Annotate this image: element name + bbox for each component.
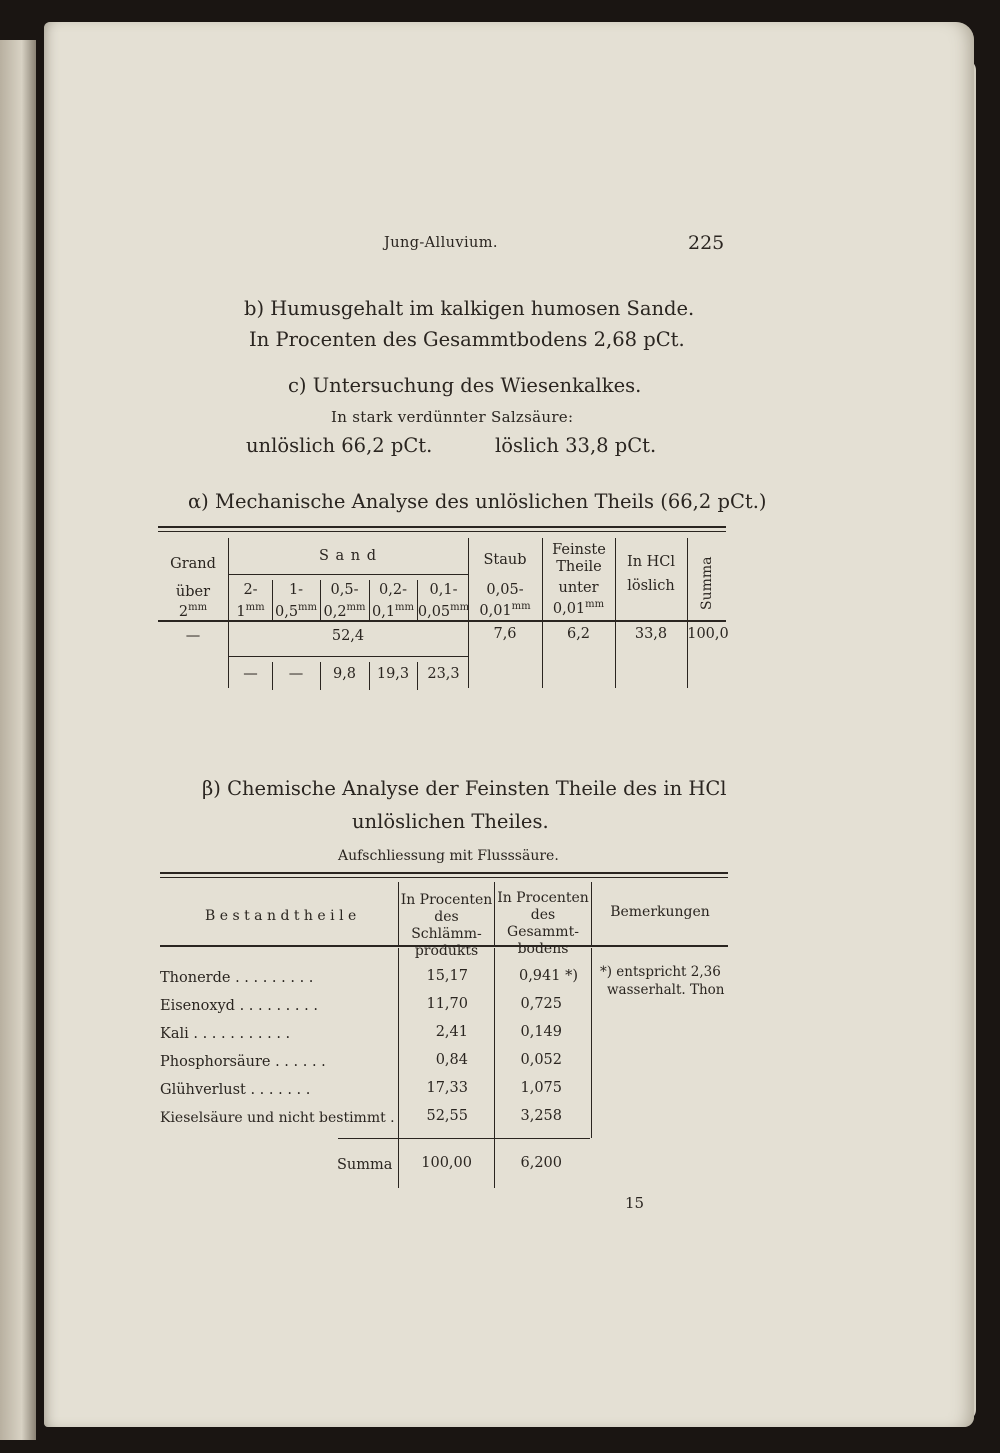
- row-summa: 100,0: [687, 626, 729, 642]
- hdr-hcl: In HCl: [626, 554, 676, 570]
- chem-remark-line1: *) entspricht 2,36: [600, 964, 721, 980]
- section-c-subtitle: In stark verdünnter Salzsäure:: [331, 408, 574, 426]
- page-number: 225: [688, 232, 725, 254]
- section-b-title: b) Humusgehalt im kalkigen humosen Sande.: [244, 297, 695, 320]
- section-c-title: c) Untersuchung des Wiesenkalkes.: [288, 374, 642, 397]
- sand-col-3: 0,5- $0,2^{mm}$: [323, 582, 366, 620]
- book-page: [44, 22, 974, 1427]
- chem-row-name: Glühverlust . . . . . . .: [160, 1082, 311, 1098]
- chem-subtitle: Aufschliessung mit Flusssäure.: [338, 848, 559, 864]
- chem-body-vline-2: [494, 948, 495, 1188]
- chem-total-label: Summa: [337, 1157, 393, 1173]
- sand-part-3: 9,8: [332, 666, 357, 682]
- sand-col-2: 1- $0,5^{mm}$: [274, 582, 318, 620]
- hdr-grand-sub: über: [175, 584, 211, 600]
- chem-body-vline-1: [398, 948, 399, 1188]
- chem-remark-line2: wasserhalt. Thon: [607, 982, 725, 998]
- sand-col-5: 0,1- $0,05^{mm}$: [417, 582, 470, 620]
- chem-row-v2: 0,052: [520, 1052, 562, 1068]
- running-title: Jung-Alluvium.: [384, 235, 498, 251]
- left-page-edge: [0, 40, 36, 1440]
- hdr-grand: Grand: [170, 556, 216, 572]
- mech-top-rule-2: [158, 531, 726, 532]
- insoluble-value: unlöslich 66,2 pCt.: [246, 434, 433, 457]
- chem-top-rule: [160, 872, 728, 874]
- hdr-col2: In Procenten des Gesammt-bodens: [497, 890, 589, 957]
- sand-col-4: 0,2- $0,1^{mm}$: [371, 582, 415, 620]
- sand-part-4: 19,3: [376, 666, 410, 682]
- sand-part-2: —: [288, 666, 304, 682]
- chem-row-name: Thonerde . . . . . . . . .: [160, 970, 314, 986]
- sand-part-1: —: [243, 666, 258, 682]
- chem-total-rule: [338, 1138, 590, 1139]
- sand-parts-rule: [228, 656, 468, 657]
- hdr-feinste-unit: $0,01^{mm}$: [552, 599, 605, 617]
- hdr-staub-sub: 0,05-: [486, 582, 524, 598]
- section-b-line: In Procenten des Gesammtbodens 2,68 pCt.: [249, 328, 685, 351]
- chem-row-name: Eisenoxyd . . . . . . . . .: [160, 998, 318, 1014]
- chem-body-vline-3: [591, 948, 592, 1138]
- sand-sub-rule: [228, 574, 468, 575]
- row-staub: 7,6: [493, 626, 517, 642]
- chem-row-v1: 2,41: [435, 1024, 468, 1040]
- chem-row-v2: 0,725: [520, 996, 562, 1012]
- row-feinste: 6,2: [566, 626, 591, 642]
- chem-row-v1: 52,55: [426, 1108, 468, 1124]
- chem-row-v2: 0,149: [520, 1024, 562, 1040]
- chem-row-v1: 15,17: [426, 968, 468, 984]
- soluble-value: löslich 33,8 pCt.: [495, 434, 657, 457]
- hdr-staub-unit: $0,01^{mm}$: [479, 601, 531, 619]
- chem-row-v1: 11,70: [426, 996, 468, 1012]
- hdr-sand: S a n d: [318, 548, 378, 564]
- signature-mark: 15: [625, 1194, 645, 1212]
- hdr-feinste-sub: unter: [558, 580, 599, 596]
- hdr-grand-unit: $2^{mm}$: [178, 602, 208, 620]
- mech-top-rule: [158, 526, 726, 528]
- hdr-bestandtheile: B e s t a n d t h e i l e: [205, 908, 357, 924]
- chem-total-v1: 100,00: [421, 1155, 472, 1171]
- chem-row-v2: 1,075: [520, 1080, 562, 1096]
- chem-top-rule-2: [160, 877, 728, 878]
- chem-row-name: Kali . . . . . . . . . . .: [160, 1026, 291, 1042]
- hdr-staub: Staub: [483, 552, 527, 568]
- hdr-summa: Summa: [699, 556, 715, 610]
- chem-row-v1: 0,84: [435, 1052, 468, 1068]
- hdr-feinste: Feinste Theile: [552, 542, 606, 575]
- vline-hcl-right: [687, 538, 688, 620]
- hdr-remarks: Bemerkungen: [610, 904, 710, 920]
- row-grand: —: [185, 628, 201, 644]
- hdr-hcl-sub: löslich: [627, 578, 675, 594]
- chem-row-v1: 17,33: [426, 1080, 468, 1096]
- chem-row-name: Phosphorsäure . . . . . .: [160, 1054, 326, 1070]
- chem-row-v2: 0,941 *): [518, 968, 578, 984]
- chem-title-line1: β) Chemische Analyse der Feinsten Theile des in HCl: [202, 777, 727, 800]
- sand-part-5: 23,3: [427, 666, 460, 682]
- chem-total-v2: 6,200: [520, 1155, 562, 1171]
- sand-col-1: 2- $1^{mm}$: [236, 582, 265, 620]
- hdr-col1: In Procenten des Schlämm-produkts: [400, 892, 493, 959]
- chem-row-v2: 3,258: [520, 1108, 562, 1124]
- chem-row-name: Kieselsäure und nicht bestimmt .: [160, 1110, 395, 1126]
- mech-table-title: α) Mechanische Analyse des unlöslichen Theils (66,2 pCt.): [188, 490, 767, 513]
- row-hcl: 33,8: [634, 626, 668, 642]
- chem-title-line2: unlöslichen Theiles.: [352, 810, 549, 833]
- row-sand-total: 52,4: [331, 628, 365, 644]
